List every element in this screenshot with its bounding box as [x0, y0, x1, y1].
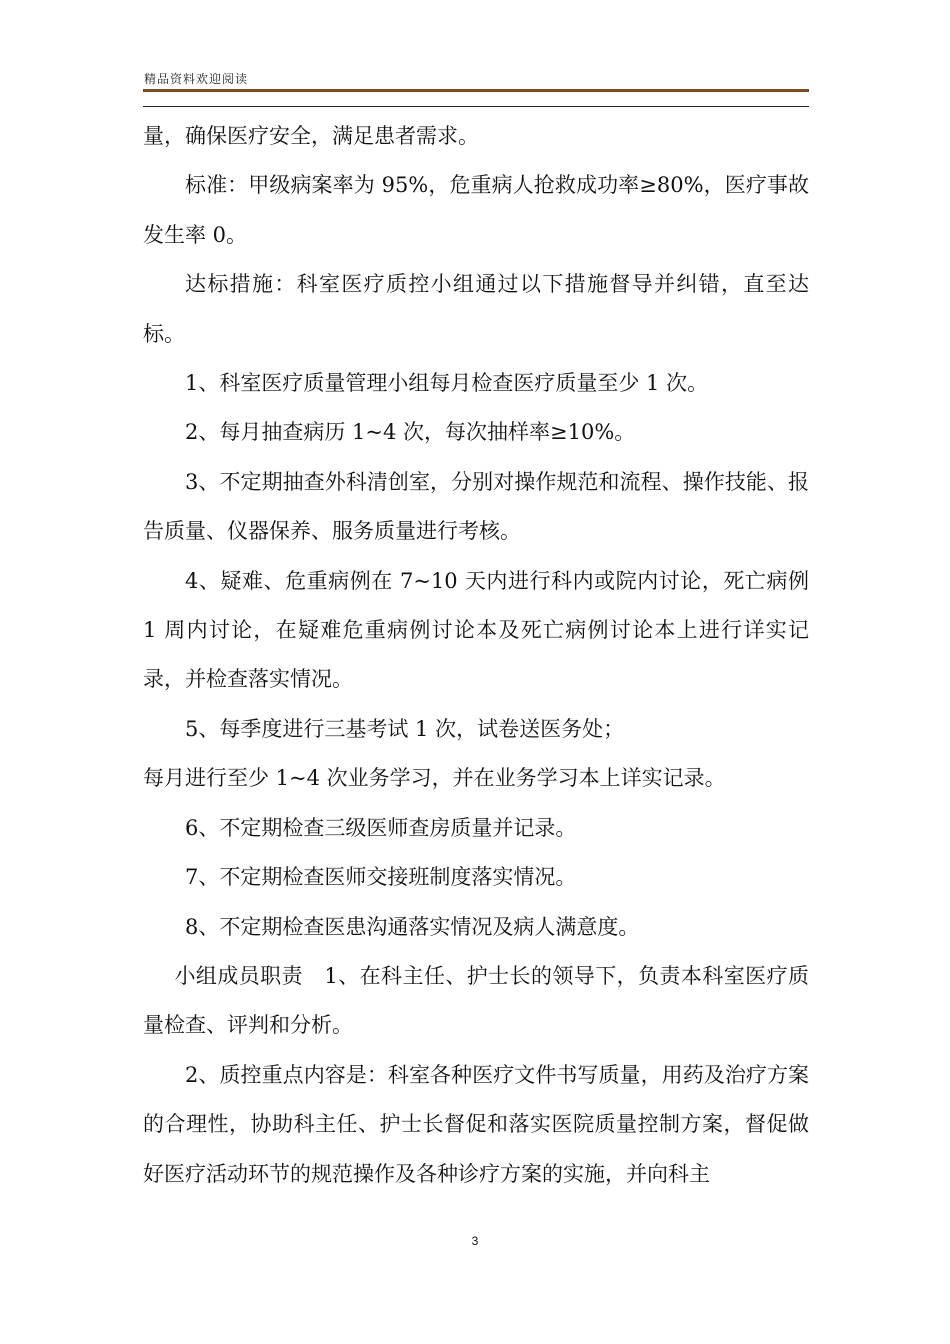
paragraph: 8、不定期检查医患沟通落实情况及病人满意度。: [185, 914, 640, 939]
paragraph: 5、每季度进行三基考试 1 次，试卷送医务处；: [185, 716, 625, 741]
header-rule-thick: [143, 89, 809, 92]
paragraph: 6、不定期检查三级医师查房质量并记录。: [185, 815, 577, 840]
paragraph: 1、科室医疗质量管理小组每月检查医疗质量至少 1 次。: [185, 371, 709, 396]
document-body: [143, 112, 809, 1199]
paragraph: 达标措施：科室医疗质控小组通过以下措施督导并纠错，直至达标。: [143, 272, 809, 346]
header-rule-thin: [143, 106, 809, 107]
paragraph: 量，确保医疗安全，满足患者需求。: [143, 124, 479, 148]
page-header: 精品资料欢迎阅读: [144, 72, 249, 86]
page-number: 3: [471, 1234, 479, 1248]
paragraph: 4、疑难、危重病例在 7~10 天内进行科内或院内讨论，死亡病例 1 周内讨论，在疑难危重病例讨论本及死亡病例讨论本上进行详实记录，并检查落实情况。: [143, 568, 809, 692]
paragraph: 7、不定期检查医师交接班制度落实情况。: [185, 865, 577, 890]
paragraph: 2、每月抽查病历 1~4 次，每次抽样率≥10%。: [185, 420, 636, 445]
paragraph: 2、质控重点内容是：科室各种医疗文件书写质量，用药及治疗方案的合理性，协助科主任、护士长督促和落实医院质量控制方案，督促做好医疗活动环节的规范操作及各种诊疗方案的实施，并向科主: [143, 1062, 809, 1186]
paragraph: 标准：甲级病案率为 95%，危重病人抢救成功率≥80%，医疗事故发生率 0。: [143, 173, 809, 247]
paragraph: 每月进行至少 1~4 次业务学习，并在业务学习本上详实记录。: [143, 766, 726, 791]
paragraph: 3、不定期抽查外科清创室，分别对操作规范和流程、操作技能、报告质量、仪器保养、服务质量进行考核。: [143, 469, 809, 544]
paragraph: 小组成员职责 1、在科主任、护士长的领导下，负责本科室医疗质量检查、评判和分析。: [143, 963, 809, 1038]
